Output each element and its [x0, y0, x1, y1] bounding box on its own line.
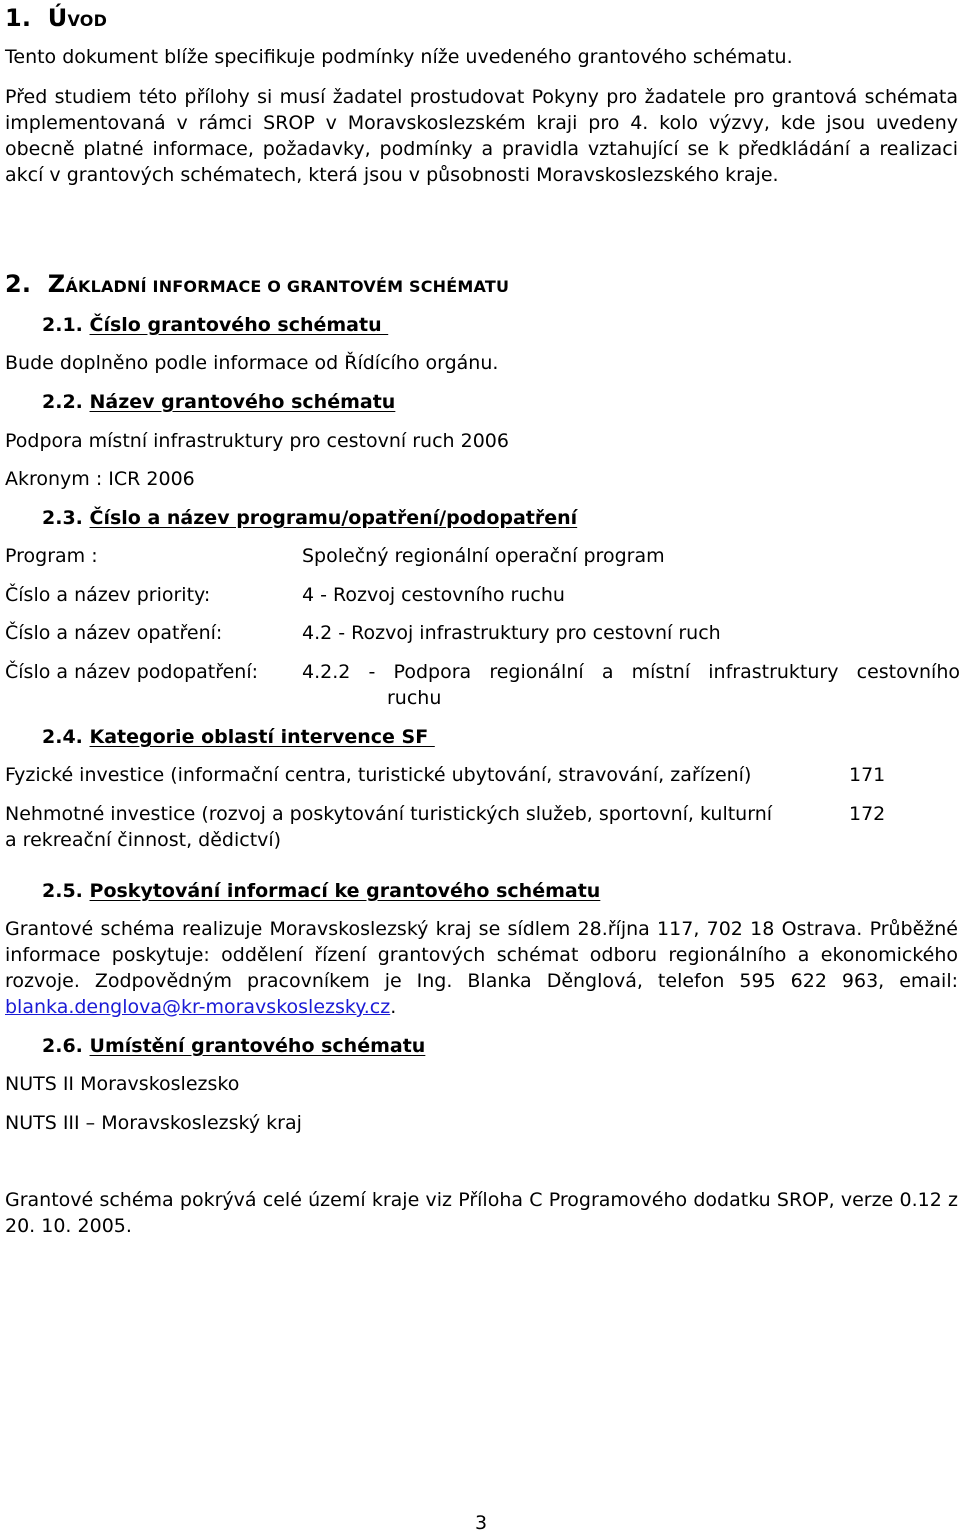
intro-paragraph: Před studiem této přílohy si musí žadatel prostudovat Pokyny pro žadatele pro grantová schémata implementovaná v rámci SROP v Moravskoslezském kraji pro 4. kolo výzvy, kde jsou uvedeny obecně platné informace, požadavky, podmínky a pravidla vztahující se k předkládání a realizaci akcí v grantových schématech, která jsou v působnosti Moravskoslezského kraje.: [5, 86, 958, 186]
subsection-2-4-title: Kategorie oblastí intervence SF: [89, 726, 435, 748]
submeasure-label: Číslo a název podopatření:: [5, 661, 259, 683]
intervention-row-172: [5, 801, 960, 853]
subsection-2-5-heading: [42, 878, 600, 904]
grant-scheme-acronym: Akronym : ICR 2006: [5, 468, 195, 490]
subsection-2-6-number: 2.6.: [42, 1035, 83, 1057]
program-label: Program :: [5, 545, 98, 567]
info-text: Grantové schéma realizuje Moravskoslezský kraj se sídlem 28.října 117, 702 18 Ostrava. Průběžné informace poskytuje: oddělení řízení grantových schémat odboru regionálního a ekonomického rozvoje. Zodpovědným pracovníkem je Ing. Blanka Děnglová, telefon 595 622 963, email:: [5, 918, 958, 992]
intervention-row-171: [5, 762, 960, 788]
intervention-172-text-line2: a rekreační činnost, dědictví): [5, 829, 282, 851]
priority-row: [5, 582, 960, 608]
subsection-2-3-heading: [42, 505, 577, 531]
subsection-2-1-number: 2.1.: [42, 314, 83, 336]
subsection-2-6-title: Umístění grantového schématu: [89, 1035, 426, 1057]
page-number: 3: [475, 1512, 488, 1534]
contact-email-link[interactable]: blanka.denglova@kr-moravskoslezsky.cz: [5, 996, 391, 1018]
measure-value: 4.2 - Rozvoj infrastruktury pro cestovní ruch: [302, 622, 721, 644]
subsection-2-5-title: Poskytování informací ke grantového schématu: [89, 880, 601, 902]
subsection-2-2-heading: [42, 389, 395, 415]
section-2-number: 2.: [5, 270, 32, 298]
submeasure-value-line2: ruchu: [387, 687, 442, 709]
subsection-2-2-number: 2.2.: [42, 391, 83, 413]
subsection-2-4-number: 2.4.: [42, 726, 83, 748]
nuts-2-region: NUTS II Moravskoslezsko: [5, 1073, 240, 1095]
priority-value: 4 - Rozvoj cestovního ruchu: [302, 584, 565, 606]
program-row: [5, 543, 960, 569]
subsection-2-4-heading: [42, 724, 435, 750]
subsection-2-5-number: 2.5.: [42, 880, 83, 902]
info-text-end: .: [390, 996, 397, 1018]
subsection-2-2-title: Název grantového schématu: [89, 391, 396, 413]
priority-label: Číslo a název priority:: [5, 584, 211, 606]
submeasure-value-line1: 4.2.2 - Podpora regionální a místní infrastruktury cestovního: [302, 661, 960, 683]
intervention-172-code: 172: [849, 803, 886, 825]
subsection-2-6-heading: [42, 1033, 425, 1059]
program-value: Společný regionální operační program: [302, 545, 665, 567]
section-1-heading: [5, 4, 107, 32]
submeasure-row: [5, 659, 960, 711]
intro-sentence: Tento dokument blíže specifikuje podmínky níže uvedeného grantového schématu.: [5, 46, 793, 68]
subsection-2-1-heading: [42, 312, 388, 338]
measure-row: [5, 620, 960, 646]
section-2-title-initial: Z: [47, 270, 66, 298]
section-2-heading: [5, 270, 509, 298]
intervention-171-code: 171: [849, 764, 886, 786]
document-page: [5, 0, 960, 1535]
info-paragraph: [5, 916, 958, 1020]
nuts-3-region: NUTS III – Moravskoslezský kraj: [5, 1112, 302, 1134]
measure-label: Číslo a název opatření:: [5, 622, 223, 644]
grant-scheme-name: Podpora místní infrastruktury pro cestovní ruch 2006: [5, 430, 509, 452]
section-1-title-rest: VOD: [67, 11, 108, 30]
section-1-title-initial: Ú: [47, 4, 68, 32]
section-1-number: 1.: [5, 4, 32, 32]
intervention-171-text: Fyzické investice (informační centra, turistické ubytování, stravování, zařízení): [5, 764, 752, 786]
intervention-172-text-line1: Nehmotné investice (rozvoj a poskytování turistických služeb, sportovní, kulturní: [5, 803, 773, 825]
section-2-title-rest: ÁKLADNÍ INFORMACE O GRANTOVÉM SCHÉMATU: [65, 277, 510, 296]
subsection-2-1-text: Bude doplněno podle informace od Řídícího orgánu.: [5, 352, 499, 374]
coverage-paragraph: Grantové schéma pokrývá celé území kraje viz Příloha C Programového dodatku SROP, verze 0.12 z 20. 10. 2005.: [5, 1189, 958, 1237]
subsection-2-1-title: Číslo grantového schématu: [89, 314, 389, 336]
subsection-2-3-number: 2.3.: [42, 507, 83, 529]
subsection-2-3-title: Číslo a název programu/opatření/podopatření: [89, 507, 578, 529]
